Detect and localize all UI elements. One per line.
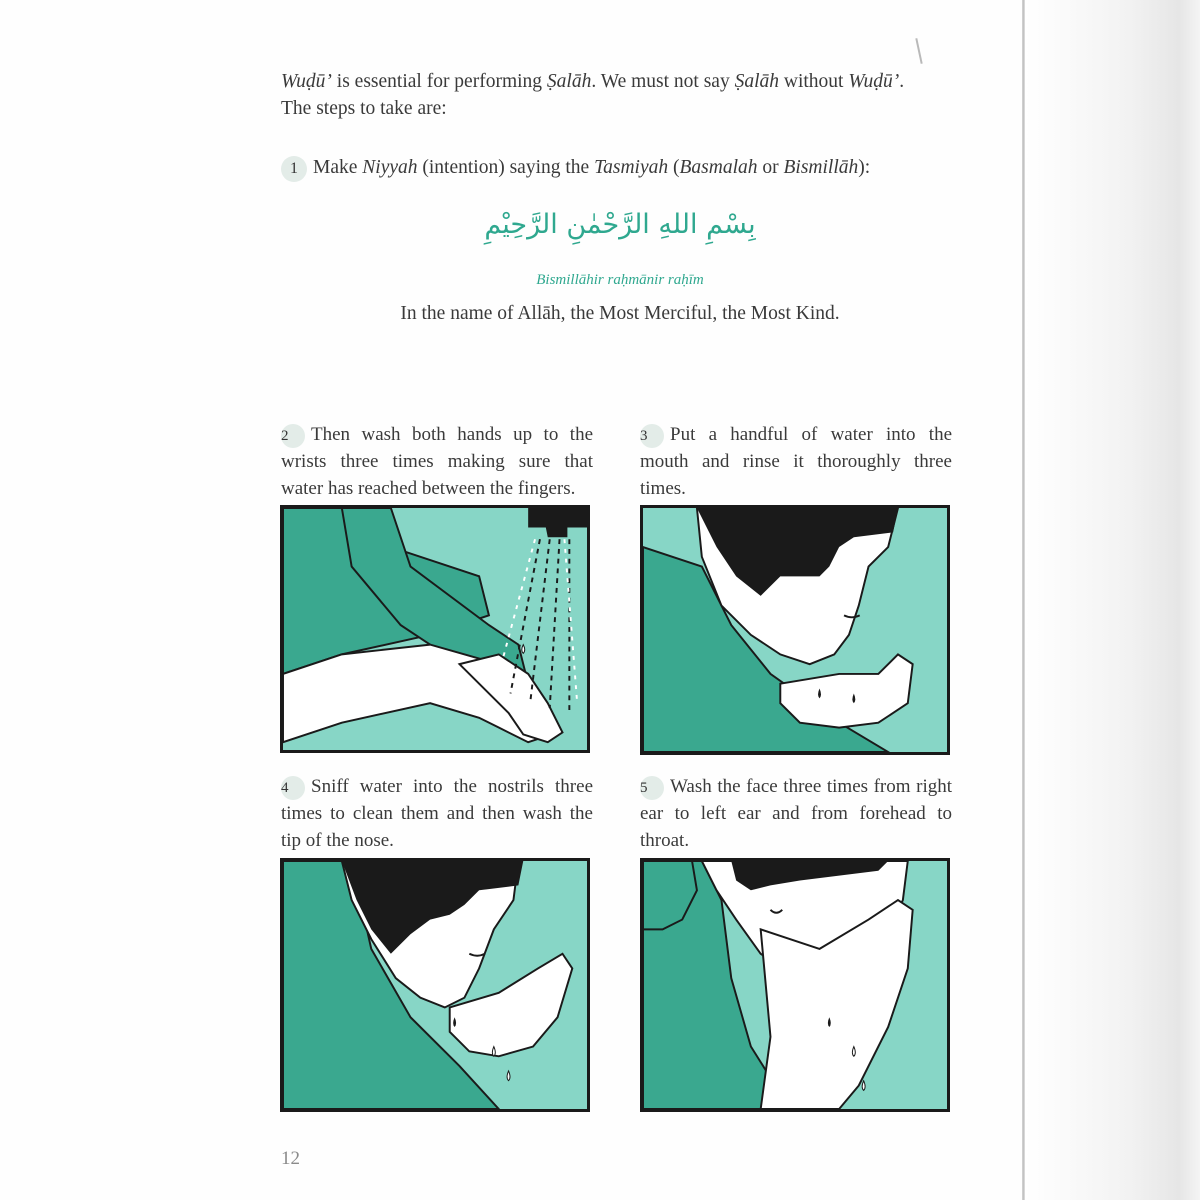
step-number-badge: 2 <box>281 424 305 448</box>
step-5-caption <box>640 773 952 854</box>
term-wudu: Wuḍū’ <box>281 71 332 92</box>
page-gutter-line <box>1022 0 1025 1200</box>
arabic-basmalah: بِسْمِ اللهِ الرَّحْمٰنِ الرَّحِيْمِ <box>484 209 756 240</box>
term-niyyah: Niyyah <box>362 157 418 178</box>
term-tasmiyah: Tasmiyah <box>594 157 669 178</box>
illustration-washing-face <box>640 858 950 1112</box>
step-1-text: (intention) saying the <box>417 157 595 178</box>
washing-face-drawing <box>643 861 947 1109</box>
step-1-text: ( <box>668 157 680 178</box>
intro-text: without <box>779 71 849 92</box>
step-1 <box>281 153 981 183</box>
intro-paragraph <box>281 68 981 122</box>
term-wudu: Wuḍū’ <box>848 71 900 92</box>
term-salah: Ṣalāh <box>734 71 779 92</box>
sniffing-water-drawing <box>283 861 587 1109</box>
term-salah: Ṣalāh <box>546 71 592 92</box>
illustration-washing-hands <box>280 505 590 753</box>
step-5-text: Wash the face three times from right ear to left ear and from forehead to throat. <box>640 776 952 851</box>
step-number-badge: 5 <box>640 776 664 800</box>
intro-text: . <box>899 71 905 92</box>
illustration-sniffing-water <box>280 858 590 1112</box>
step-number-badge: 4 <box>281 776 305 800</box>
intro-line-1 <box>281 68 981 95</box>
rinsing-mouth-drawing <box>643 508 947 752</box>
step-1-text: Make <box>313 157 363 178</box>
step-number-badge: 3 <box>640 424 664 448</box>
margin-mark <box>915 38 922 64</box>
step-2-text: Then wash both hands up to the wrists three times making sure that water has reached between the fingers. <box>281 424 593 499</box>
intro-text: . We must not say <box>591 71 735 92</box>
term-bismillah: Bismillāh <box>783 157 859 178</box>
page-gutter-shadow <box>1025 0 1200 1200</box>
intro-line-2: The steps to take are: <box>281 98 447 119</box>
transliteration: Bismillāhir raḥmānir raḥīm <box>536 272 704 288</box>
page-number: 12 <box>281 1148 300 1169</box>
hands-under-tap-drawing <box>283 508 587 750</box>
step-1-text: or <box>757 157 784 178</box>
intro-text: is essential for performing <box>331 71 547 92</box>
step-4-caption <box>281 773 593 854</box>
illustration-rinsing-mouth <box>640 505 950 755</box>
step-number-badge: 1 <box>281 156 307 182</box>
step-3-text: Put a handful of water into the mouth and rinse it thoroughly three times. <box>640 424 952 499</box>
step-1-text: ): <box>858 157 871 178</box>
term-basmalah: Basmalah <box>679 157 758 178</box>
translation: In the name of Allāh, the Most Merciful, the Most Kind. <box>400 303 840 324</box>
step-2-caption <box>281 421 593 502</box>
step-3-caption <box>640 421 952 502</box>
step-4-text: Sniff water into the nostrils three times to clean them and then wash the tip of the nose. <box>281 776 593 851</box>
